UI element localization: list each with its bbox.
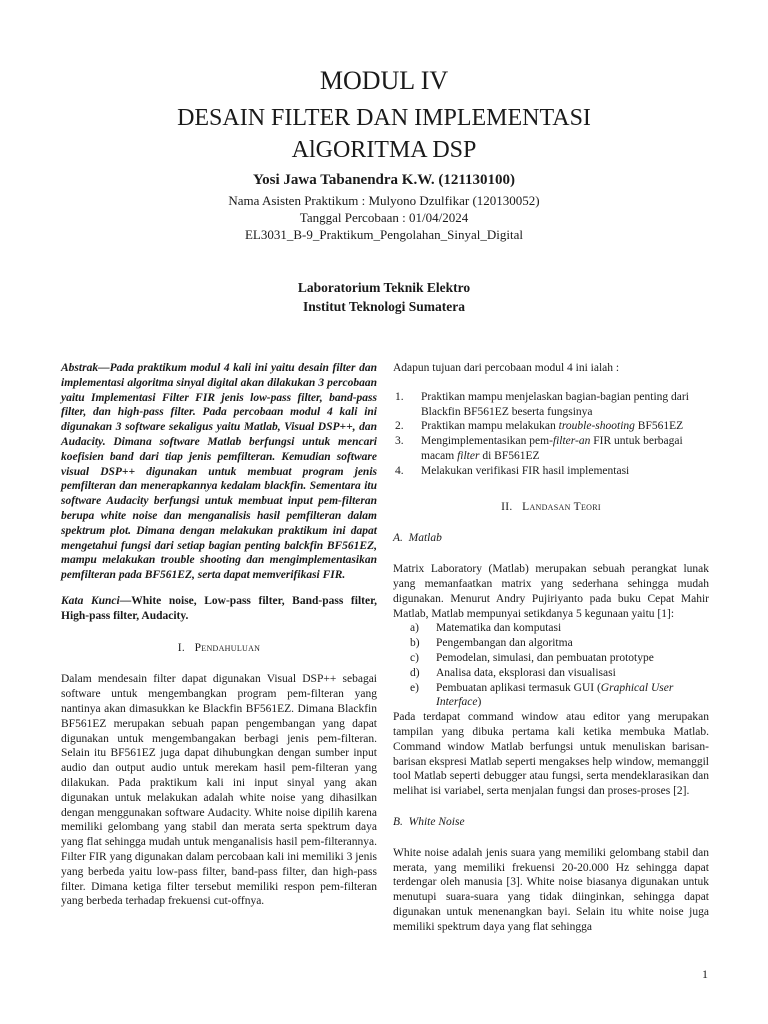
list-item-text: Melakukan verifikasi FIR hasil implementasi: [421, 464, 630, 477]
list-item-text: Matematika dan komputasi: [436, 622, 562, 635]
lab-name: Laboratorium Teknik Elektro: [297, 280, 471, 295]
affiliation: [0, 278, 768, 316]
list-item: [410, 651, 709, 666]
list-item-text: Mengimplementasikan pem-: [421, 435, 553, 448]
list-item: [410, 621, 709, 636]
list-marker: a): [410, 622, 419, 635]
list-item-text: Pengembangan dan algoritma: [436, 637, 573, 650]
list-marker: c): [410, 651, 419, 664]
list-item: [410, 666, 709, 681]
list-marker: 2.: [395, 420, 404, 433]
list-item: [395, 390, 709, 420]
list-marker: 3.: [395, 435, 404, 448]
list-item: [395, 434, 709, 464]
list-item-text: Pembuatan aplikasi termasuk GUI (: [436, 681, 601, 694]
institute-name: Institut Teknologi Sumatera: [302, 299, 466, 314]
date-line: Tanggal Percobaan : 01/04/2024: [299, 210, 469, 225]
module-title: MODUL IV: [319, 66, 449, 95]
section-number: I.: [177, 641, 186, 654]
page-number: 1: [702, 967, 708, 981]
paper-title: [0, 102, 768, 166]
list-marker: 1.: [395, 390, 404, 403]
abstract-text: Pada praktikum modul 4 kali ini yaitu desain filter dan implementasi algoritma sinyal digital akan dilakukan 3 percobaan yaitu Implementasi Filter FIR jenis low-pass filter, band-pass filter, dan high-pass filter. Pada percobaan modul 4 kali ini digunakan 3 software sekaligus yaitu Matlab, Visual DSP++, dan Audacity. Dimana software Matlab berfungsi untuk mencari koefisien band dari tiap jenis pemfilteran. Kemudian software visual DSP++ digunakan untuk membuat program jenis pemfilteran dan menerapkannya kedalam blackfin. Sementara itu software Audacity berfungsi untuk membuat input pem-filteran berupa white noise dan menganalisis hasil pemfilteran dalam spektrum plot. Dimana dengan melakukan praktikum ini dapat mengetahui fungsi dari setiap bagian penting balckfin BF561EZ, mampu melakukan trouble shooting dan mengimplementasikan pemfilteran pada BF561EZ, serta dapat memverifikasi FIR.: [61, 362, 377, 582]
intro-paragraph: Dalam mendesain filter dapat digunakan Visual DSP++ sebagai software untuk mengembangkan program pem-filteran yang nantinya akan dimasukkan ke Blackfin BF561EZ. Dimana Blackfin BF561EZ merupakan sebuah papan pengembangan yang dapat digunakan untuk mengembangakan berbagi jenis pem-filteran. Selain itu BF561EZ juga dapat dihubungkan dengan sumber input audio dan output audio untuk merekam hasil pem-filteran yang dilakukan. Pada praktikum kali ini input sinyal yang akan digunakan untuk melakukan adalah white noise yang dihasilkan dengan menggunakan software Audacity. White noise dipilih karena memiliki gelombang yang stabil dan merata serta spektrum daya yang flat sehingga mudah untuk menganalisis hasil pem-filterannya. Filter FIR yang digunakan dalam percobaan kali ini memiliki 3 jenis yang berbeda yaitu low-pass filter, band-pass filter, dan high-pass filter. Dimana ketiga filter tersebut memiliki respon pem-filteran yang berbeda terhadap frekuensi cut-offnya.: [61, 673, 377, 908]
assistant-line: Nama Asisten Praktikum : Mulyono Dzulfikar (120130052): [228, 193, 540, 208]
section-title: Pendahuluan: [194, 641, 261, 654]
section-heading-1: [61, 641, 377, 656]
list-marker: e): [410, 681, 419, 694]
list-item-italic: Graphical User Interface: [436, 681, 674, 709]
list-item-text-tail: di BF561EZ: [479, 449, 540, 462]
list-marker: 4.: [395, 464, 404, 477]
author-meta: [0, 192, 768, 243]
section-number: II.: [501, 500, 513, 513]
list-marker: b): [410, 637, 420, 650]
abstract: [61, 361, 377, 583]
list-item: [410, 636, 709, 651]
subsection-heading-a: [393, 531, 709, 546]
paper-title-line1: DESAIN FILTER DAN IMPLEMENTASI: [177, 105, 591, 131]
matlab-paragraph-1: Matrix Laboratory (Matlab) merupakan sebuah perangkat lunak yang memanfaatkan matrix yang sederhana sehingga mudah digunakan. Menurut Andry Pujiriyanto pada buku Cepat Mahir Matlab, Matlab mempunyai setikdanya 5 kegunaan yaitu [1]:: [393, 563, 709, 620]
right-column: [393, 361, 709, 935]
list-item: [395, 419, 709, 434]
subsection-title: Matlab: [408, 532, 442, 545]
whitenoise-paragraph: White noise adalah jenis suara yang memiliki gelombang stabil dan merata, yang memiliki frekuensi 20-20.000 Hz sehingga dapat terdengar oleh manusia [3]. White noise biasanya digunakan untuk menutupi suara-suara yang tidak diinginkan, sehingga dapat digunakan untuk menenangkan bayi. Selain itu white noise juga memiliki spektrum daya yang flat sehingga: [393, 846, 709, 933]
goals-intro: Adapun tujuan dari percobaan modul 4 ini ialah :: [393, 362, 620, 374]
list-item-text: Praktikan mampu melakukan: [421, 420, 559, 433]
list-item: [395, 464, 709, 479]
list-item-italic: filter: [457, 449, 480, 462]
list-item-text: Praktikan mampu menjelaskan bagian-bagian penting dari Blackfin BF561EZ beserta fungsinya: [421, 390, 689, 418]
abstract-label: Abstrak—: [61, 362, 110, 374]
list-item-text: Pemodelan, simulasi, dan pembuatan prototype: [436, 651, 654, 664]
keywords-text: —White noise, Low-pass filter, Band-pass filter, High-pass filter, Audacity.: [61, 594, 377, 622]
keywords-label: Kata Kunci: [61, 594, 120, 607]
section-heading-2: [393, 500, 709, 515]
course-line: EL3031_B-9_Praktikum_Pengolahan_Sinyal_Digital: [244, 227, 524, 242]
subsection-letter: B.: [393, 815, 403, 828]
list-item-text: Analisa data, eksplorasi dan visualisasi: [436, 666, 616, 679]
subsection-letter: A.: [393, 532, 403, 545]
matlab-uses-list: [393, 621, 709, 710]
matlab-paragraph-2: Pada terdapat command window atau editor yang merupakan tampilan yang dibuka pertama kali ketika membuka Matlab. Command window Matlab berfungsi untuk menuliskan barisan-barisan ekspresi Matlab seperti mengakses help window, memanggil tool Matlab seperti debugger atau fungsi, serta mendeklarasikan dan melihat isi variabel, serta menjalan fungsi dan proses-proses [2].: [393, 711, 709, 798]
list-item-text-tail: ): [477, 696, 482, 709]
list-marker: d): [410, 666, 420, 679]
subsection-heading-b: [393, 815, 709, 830]
list-item-italic: trouble-shooting: [558, 420, 635, 433]
section-title: Landasan Teori: [522, 500, 601, 513]
list-item-text-tail: FIR untuk berbagai macam: [421, 435, 683, 462]
list-item: [410, 681, 709, 711]
goals-list: [393, 390, 709, 479]
paper-title-line2: AlGORITMA DSP: [291, 137, 477, 163]
subsection-title: White Noise: [408, 815, 465, 828]
author-name: Yosi Jawa Tabanendra K.W. (121130100): [252, 172, 515, 188]
list-item-text-tail: BF561EZ: [634, 420, 684, 433]
list-item-italic: filter-an: [552, 435, 591, 448]
left-column: [61, 361, 377, 909]
keywords: [61, 594, 377, 624]
